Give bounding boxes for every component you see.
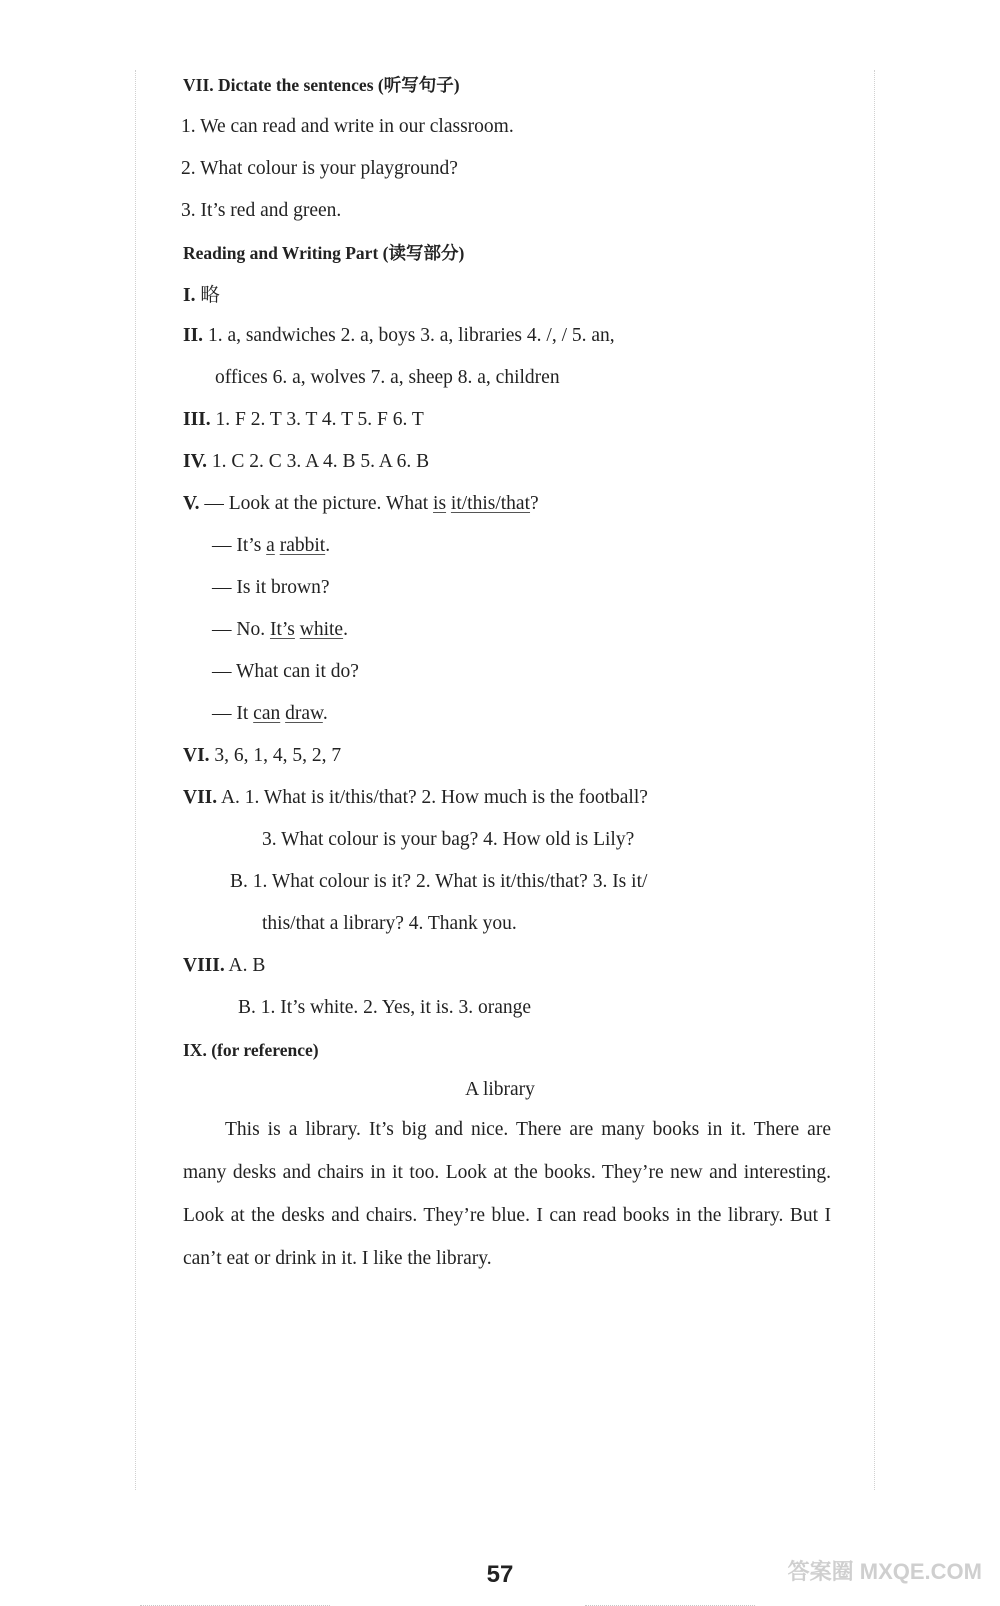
reading-writing-heading: Reading and Writing Part (读写部分) xyxy=(183,243,465,263)
filled-answer: is xyxy=(433,493,447,514)
answer-text: A. 1. What is it/this/that? 2. How much is the football? xyxy=(220,787,648,808)
dictation-heading: VII. Dictate the sentences (听写句子) xyxy=(183,75,460,95)
answer-row-IX: IX. (for reference) xyxy=(183,1040,319,1060)
answer-row-VIII-B: B. 1. It’s white. 2. Yes, it is. 3. orange xyxy=(238,997,532,1018)
question-number: VIII. xyxy=(183,955,225,976)
dialogue-text: . xyxy=(322,703,328,724)
margin-rule-right xyxy=(874,70,875,1490)
answer-row-I xyxy=(183,283,220,309)
dictation-sentence: 2. What colour is your playground? xyxy=(181,158,458,179)
filled-answer: white xyxy=(299,619,344,640)
answer-text: 略 xyxy=(200,285,220,306)
question-number: VII. xyxy=(183,787,218,808)
dialogue-line: — Is it brown? xyxy=(212,577,330,598)
question-number: III. xyxy=(183,409,211,430)
answer-row-II-cont: offices 6. a, wolves 7. a, sheep 8. a, children xyxy=(215,367,560,388)
question-number: I. xyxy=(183,285,196,306)
dialogue-text: ? xyxy=(530,493,539,514)
filled-answer: draw xyxy=(285,703,323,724)
watermark-logo: 答案圈 MXQE.COM xyxy=(787,1559,982,1584)
answer-row-VII-cont: 3. What colour is your bag? 4. How old is Lily? xyxy=(262,829,635,850)
dialogue-text: — It’s xyxy=(212,535,267,556)
essay-paragraph: This is a library. It’s big and nice. There are many books in it. There are many desks and chairs in it too. Look at the books. They’re new and interesting. Look at the desks and chairs. They’re blue. I can read books in the library. But I can’t eat or drink in it. I like the library. xyxy=(183,1119,831,1269)
filled-answer: it/this/that xyxy=(450,493,531,514)
dialogue-text: — It xyxy=(212,703,254,724)
answer-text: A. B xyxy=(228,955,266,976)
question-number: VI. xyxy=(183,745,210,766)
answer-row-II xyxy=(183,323,831,349)
question-number: IV. xyxy=(183,451,208,472)
question-number: II. xyxy=(183,325,204,346)
answer-row-VII-B-cont: this/that a library? 4. Thank you. xyxy=(262,913,517,934)
dialogue-line: — What can it do? xyxy=(212,661,359,682)
dialogue-line xyxy=(212,617,348,643)
answer-row-VIII xyxy=(183,953,265,979)
answer-row-VI xyxy=(183,743,341,769)
answer-row-VII xyxy=(183,785,648,811)
answer-row-III xyxy=(183,407,424,433)
essay-title: A library xyxy=(465,1079,535,1100)
filled-answer: rabbit xyxy=(279,535,326,556)
dialogue-text: — No. xyxy=(212,619,270,640)
filled-answer: It’s xyxy=(269,619,295,640)
answer-text: 3, 6, 1, 4, 5, 2, 7 xyxy=(214,745,342,766)
question-number: V. xyxy=(183,493,200,514)
answer-text: 1. C 2. C 3. A 4. B 5. A 6. B xyxy=(211,451,430,472)
dialogue-text: . xyxy=(325,535,331,556)
answer-row-V xyxy=(183,491,539,517)
dialogue-text: . xyxy=(343,619,348,640)
dialogue-line xyxy=(212,701,328,727)
answer-row-VII-B: B. 1. What colour is it? 2. What is it/this/that? 3. Is it/ xyxy=(230,871,648,892)
margin-rule-left xyxy=(135,70,136,1490)
answer-row-IV xyxy=(183,449,429,475)
dictation-sentence: 1. We can read and write in our classroom. xyxy=(181,116,514,137)
answer-text: 1. F 2. T 3. T 4. T 5. F 6. T xyxy=(215,409,424,430)
filled-answer: a xyxy=(266,535,275,556)
answer-text: 1. a, sandwiches 2. a, boys 3. a, libraries 4. /, / 5. an, xyxy=(207,325,615,346)
dialogue-line xyxy=(212,533,330,559)
dialogue-text: — Look at the picture. What xyxy=(204,493,434,514)
page-number: 57 xyxy=(486,1561,514,1588)
filled-answer: can xyxy=(253,703,281,724)
dictation-sentence: 3. It’s red and green. xyxy=(181,200,342,221)
